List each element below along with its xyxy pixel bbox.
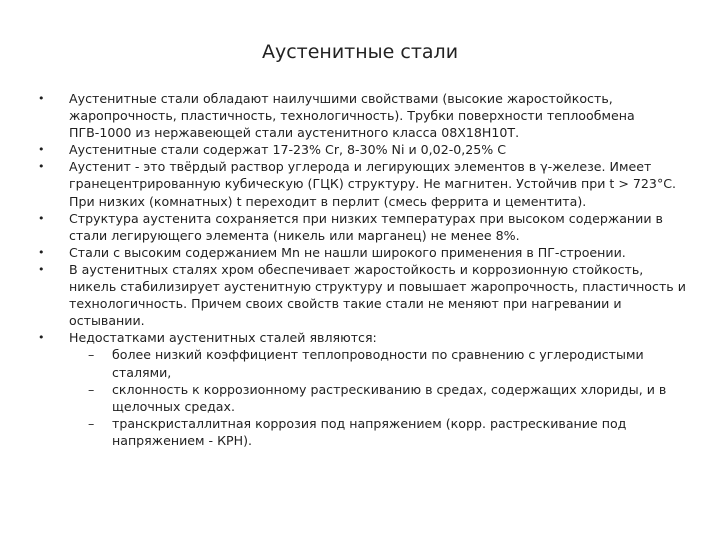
bullet-text: Аустенит - это твёрдый раствор углерода и легирующих элементов в γ-железе. Имеет гранецентрированную кубическую (ГЦК) структуру. Не магнитен. Устойчив при t > 723°С. При низких (комнатных) t переходит в перлит (смесь феррита и цементита). — [69, 159, 677, 209]
bullet-icon: • — [38, 331, 45, 345]
bullet-icon: • — [38, 143, 45, 157]
bullet-text: Аустенитные стали содержат 17-23% Cr, 8-30% Ni и 0,02-0,25% C — [69, 142, 507, 158]
bullet-text: Структура аустенита сохраняется при низких температурах при высоком содержании в стали легирующего элемента (никель или марганец) не менее 8%. — [69, 210, 663, 243]
bullet-text: Стали с высоким содержанием Mn не нашли широкого применения в ПГ-строении. — [69, 244, 626, 260]
bullet-icon: • — [38, 92, 45, 105]
bullet-item — [38, 90, 690, 141]
bullet-item — [38, 244, 690, 261]
bullet-icon: • — [38, 160, 45, 174]
sub-item-text: транскристаллитная коррозия под напряжением (корр. растрескивание под напряжением - КРН). — [112, 415, 627, 448]
bullet-text: Недостатками аустенитных сталей являются: — [69, 330, 377, 346]
bullet-item — [38, 261, 690, 329]
dash-icon: – — [88, 381, 95, 397]
dash-icon: – — [88, 347, 95, 363]
sub-item — [38, 415, 690, 449]
sub-item — [38, 381, 690, 415]
sub-item — [38, 346, 690, 380]
dash-icon: – — [88, 415, 95, 431]
bullet-item — [38, 210, 690, 244]
bullet-icon: • — [38, 262, 45, 276]
sub-item-text: более низкий коэффициент теплопроводности по сравнению с углеродистыми сталями, — [112, 347, 644, 380]
bullet-text: В аустенитных сталях хром обеспечивает жаростойкость и коррозионную стойкость, никель стабилизирует аустенитную структуру и повышает жаропрочность, пластичность и технологичность. Причем своих свойств такие стали не меняют при нагревании и остывании. — [69, 261, 686, 329]
bullet-icon: • — [38, 211, 45, 225]
bullet-item — [38, 329, 690, 346]
slide-title: Аустенитные стали — [261, 41, 459, 63]
bullet-item — [38, 141, 690, 158]
bullet-icon: • — [38, 245, 45, 259]
bullet-text: Аустенитные стали обладают наилучшими свойствами (высокие жаростойкость, жаропрочность, пластичность, технологичность). Трубки поверхности теплообмена ПГВ-1000 из нержавеющей стали аустенитного класса 08Х18Н10Т. — [69, 91, 635, 141]
bullet-list — [38, 90, 690, 449]
bullet-item — [38, 158, 690, 209]
sub-item-text: склонность к коррозионному растрескиванию в средах, содержащих хлориды, и в щелочных средах. — [112, 381, 667, 414]
